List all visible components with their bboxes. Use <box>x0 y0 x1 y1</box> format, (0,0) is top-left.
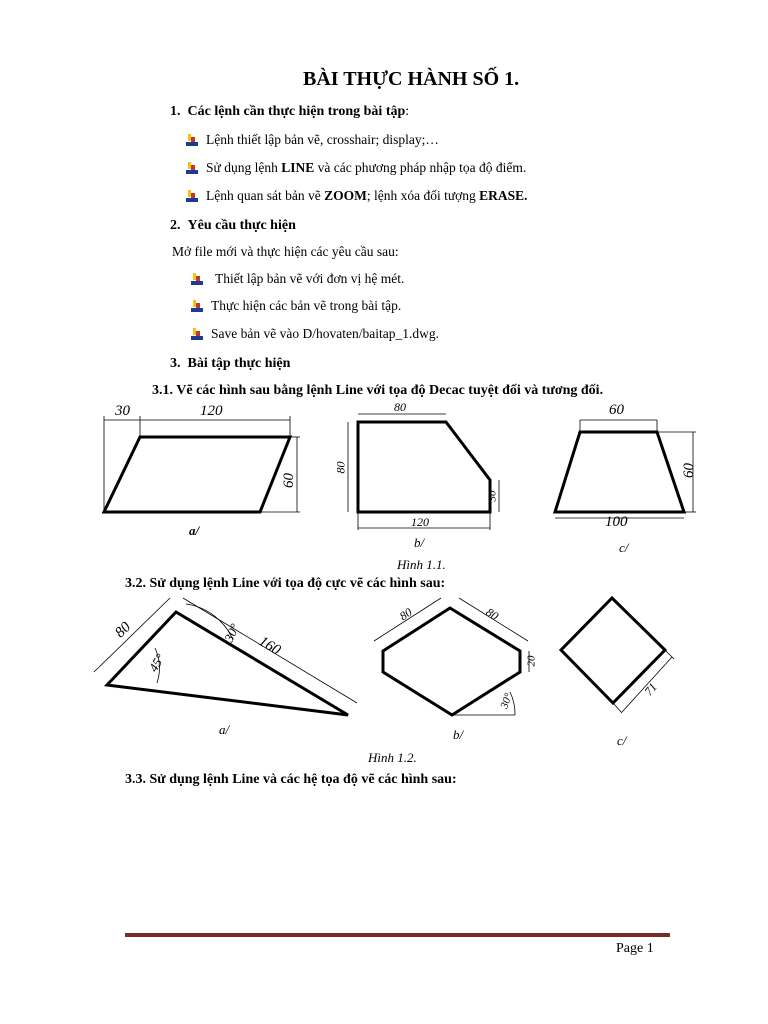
item-bold: ERASE. <box>479 188 528 203</box>
section-1-colon: : <box>405 104 410 119</box>
item-text: và các phương pháp nhập tọa độ điểm. <box>314 160 527 175</box>
fig1b-dim-80-top: 80 <box>394 400 406 414</box>
item-bold: LINE <box>281 160 315 175</box>
subsection-3-3: 3.3. Sử dụng lệnh Line và các hệ tọa độ vẽ các hình sau: <box>125 772 457 787</box>
fig2a-dim-80: 80 <box>112 619 135 642</box>
section-3-number: 3. <box>170 356 181 371</box>
section-2-title: Yêu cầu thực hiện <box>187 218 296 233</box>
fig1c-dim-100: 100 <box>605 514 628 530</box>
fig2b-label: b/ <box>453 727 464 742</box>
section-1-number: 1. <box>170 104 181 119</box>
section-2-item-2: Thực hiện các bản vẽ trong bài tập. <box>211 298 402 313</box>
section-2-item-3: Save bản vẽ vào D/hovaten/baitap_1.dwg. <box>211 326 439 341</box>
fig1b-label: b/ <box>414 535 425 550</box>
item-text: Lệnh quan sát bản vẽ <box>206 188 325 203</box>
fig2a-dim-160: 160 <box>255 633 284 659</box>
fig1a-label: a/ <box>189 523 200 538</box>
item-text: ; lệnh xóa đối tượng <box>366 188 480 203</box>
fig1b-dim-30: 30 <box>486 490 499 502</box>
fig1c-dim-60-right: 60 <box>681 463 697 478</box>
fig1a-dim-30: 30 <box>115 403 130 419</box>
footer-rule <box>125 933 670 937</box>
item-text: Sử dụng lệnh <box>206 160 282 175</box>
section-2-item-1: Thiết lập bản vẽ với đơn vị hệ mét. <box>215 271 405 286</box>
figure-1-1-b-shape <box>348 414 499 530</box>
fig1a-dim-60: 60 <box>281 473 297 488</box>
page-number: Page 1 <box>616 941 654 956</box>
fig1b-dim-80-left: 80 <box>333 461 348 474</box>
fig1b-dim-120: 120 <box>411 515 429 529</box>
fig2b-dim-80-right: 80 <box>483 604 502 624</box>
figure-1-2-c-shape <box>561 598 674 713</box>
figure-1-1-a-shape <box>104 416 300 512</box>
item-bold: ZOOM <box>324 188 367 203</box>
fig1a-dim-120: 120 <box>200 403 223 419</box>
figure-1-2-a-shape <box>94 598 357 715</box>
page-title: BÀI THỰC HÀNH SỐ 1. <box>303 68 520 90</box>
fig1c-label: c/ <box>619 540 629 555</box>
section-2-intro: Mở file mới và thực hiện các yêu cầu sau: <box>172 244 399 259</box>
section-1-title: Các lệnh cần thực hiện trong bài tập <box>187 104 406 119</box>
item-text: Lệnh thiết lập bản vẽ, crosshair; display;… <box>206 132 439 147</box>
fig1c-dim-60-top: 60 <box>609 402 624 418</box>
figure-1-1-c-shape <box>555 420 696 518</box>
section-2-number: 2. <box>170 218 181 233</box>
fig2a-dim-45deg: 45° <box>145 651 168 675</box>
fig2c-label: c/ <box>617 733 627 748</box>
section-3-title: Bài tập thực hiện <box>187 356 291 371</box>
fig2b-dim-30deg: 30° <box>498 691 515 711</box>
fig2a-label: a/ <box>219 722 230 737</box>
fig2a-dim-30deg: 30° <box>221 621 243 645</box>
figure-1-2-caption: Hình 1.2. <box>368 750 417 765</box>
subsection-3-1: 3.1. Vẽ các hình sau bằng lệnh Line với tọa độ Decac tuyệt đối và tương đối. <box>152 383 604 398</box>
fig2b-dim-80-left: 80 <box>396 604 415 624</box>
fig2c-dim-71: 71 <box>641 680 660 699</box>
fig2b-dim-20: 20 <box>525 655 538 667</box>
subsection-3-2: 3.2. Sử dụng lệnh Line với tọa độ cực vẽ các hình sau: <box>125 576 446 591</box>
figure-1-1-caption: Hình 1.1. <box>397 557 446 572</box>
